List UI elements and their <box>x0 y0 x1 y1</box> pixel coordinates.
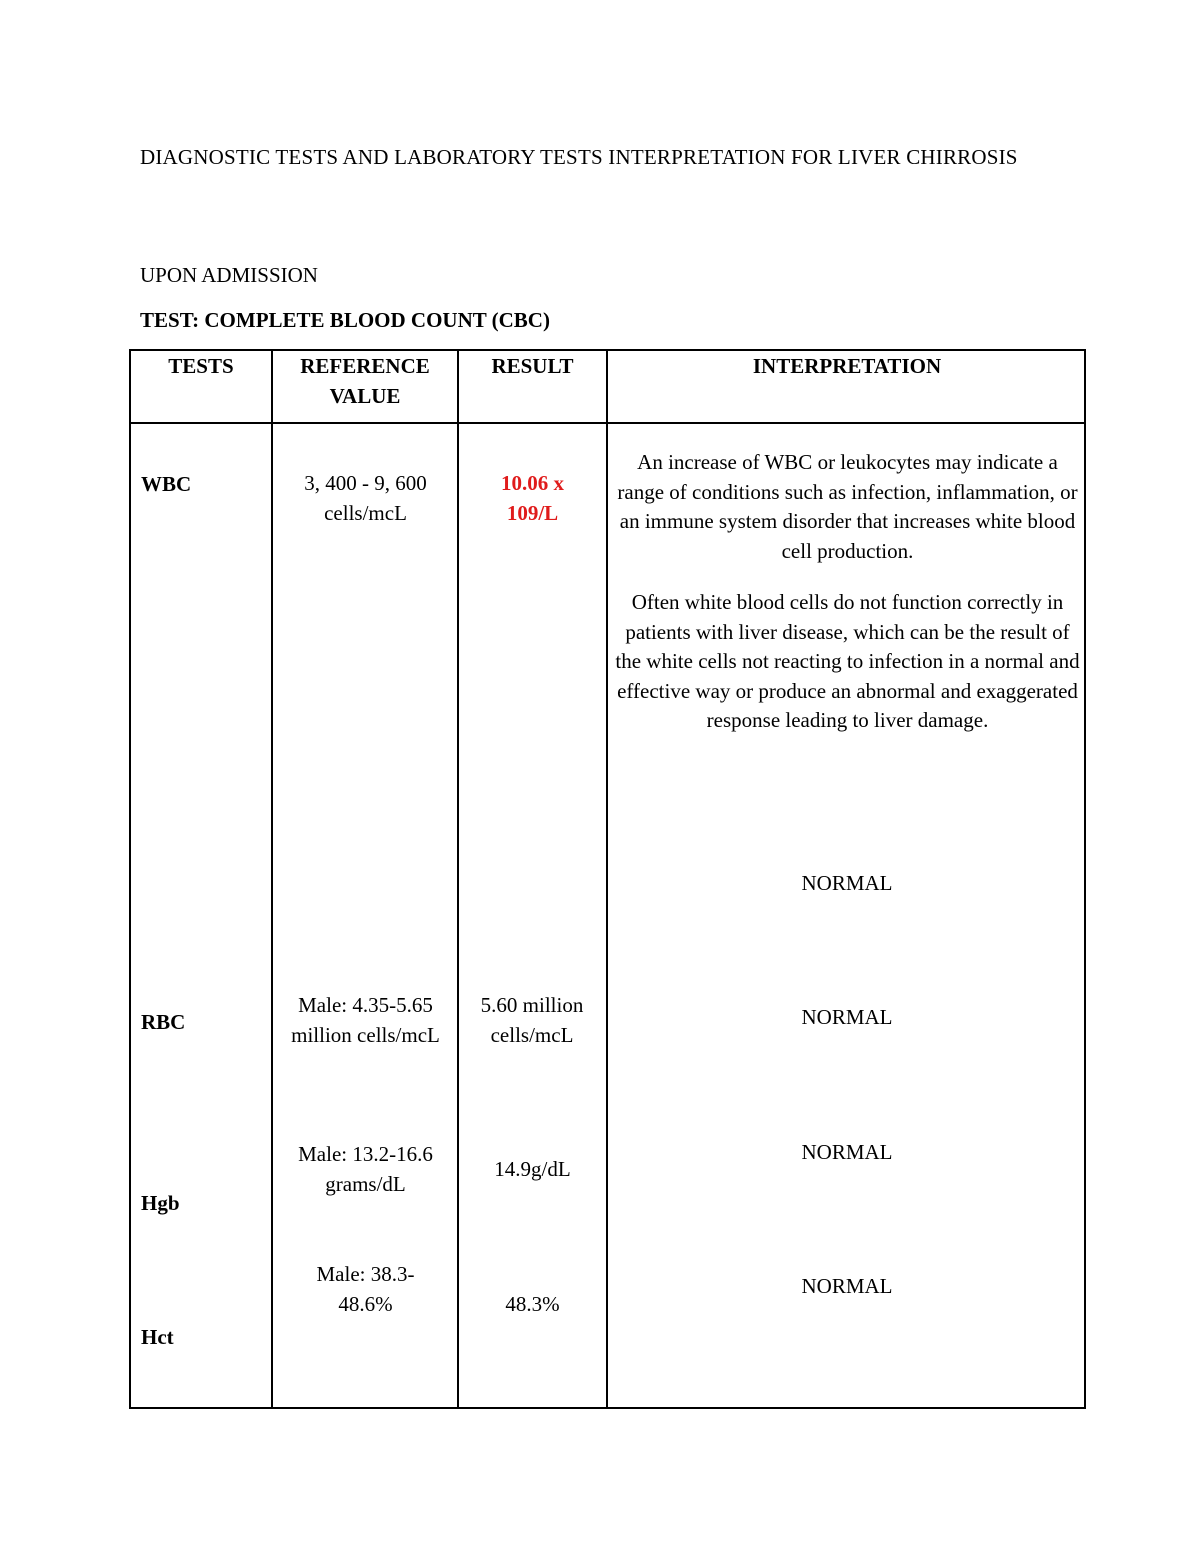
header-result: RESULT <box>491 354 574 378</box>
test-name-rbc: RBC <box>141 1010 186 1034</box>
header-tests: TESTS <box>168 354 234 378</box>
interpretation-wbc-paragraph-1: An increase of WBC or leukocytes may indicate a range of conditions such as infection, inflammation, or an immune system disorder that increases white blood cell production. <box>617 450 1078 563</box>
interpretation-hgb: NORMAL <box>801 1140 893 1164</box>
page-title: DIAGNOSTIC TESTS AND LABORATORY TESTS INTERPRETATION FOR LIVER CHIRROSIS <box>140 145 1018 169</box>
test-name-wbc: WBC <box>141 472 192 496</box>
result-hct: 48.3% <box>505 1292 560 1316</box>
result-hgb: 14.9g/dL <box>494 1157 571 1181</box>
interpretation-hct: NORMAL <box>801 1274 893 1298</box>
header-interpretation: INTERPRETATION <box>752 354 942 378</box>
status-wbc: NORMAL <box>801 871 893 895</box>
interpretation-wbc <box>615 448 1080 736</box>
reference-wbc: 3, 400 - 9, 600 cells/mcL <box>304 471 427 525</box>
section-label: UPON ADMISSION <box>140 263 318 287</box>
header-divider <box>129 422 1086 424</box>
interpretation-wbc-paragraph-2: Often white blood cells do not function correctly in patients with liver disease, which can be the result of the white cells not reacting to infection in a normal and effective way or produce an abnormal and exaggerated response leading to liver damage. <box>615 590 1080 732</box>
test-title: TEST: COMPLETE BLOOD COUNT (CBC) <box>140 308 550 332</box>
reference-hgb: Male: 13.2-16.6 grams/dL <box>298 1142 433 1196</box>
result-rbc: 5.60 million cells/mcL <box>480 993 584 1047</box>
header-reference-value: REFERENCE VALUE <box>300 354 430 408</box>
result-wbc: 10.06 x 109/L <box>501 471 564 525</box>
test-name-hct: Hct <box>141 1325 174 1349</box>
reference-hct: Male: 38.3-48.6% <box>316 1262 415 1316</box>
interpretation-rbc: NORMAL <box>801 1005 893 1029</box>
reference-rbc: Male: 4.35-5.65 million cells/mcL <box>291 993 440 1047</box>
column-divider <box>271 349 273 1409</box>
test-name-hgb: Hgb <box>141 1191 180 1215</box>
column-divider <box>457 349 459 1409</box>
